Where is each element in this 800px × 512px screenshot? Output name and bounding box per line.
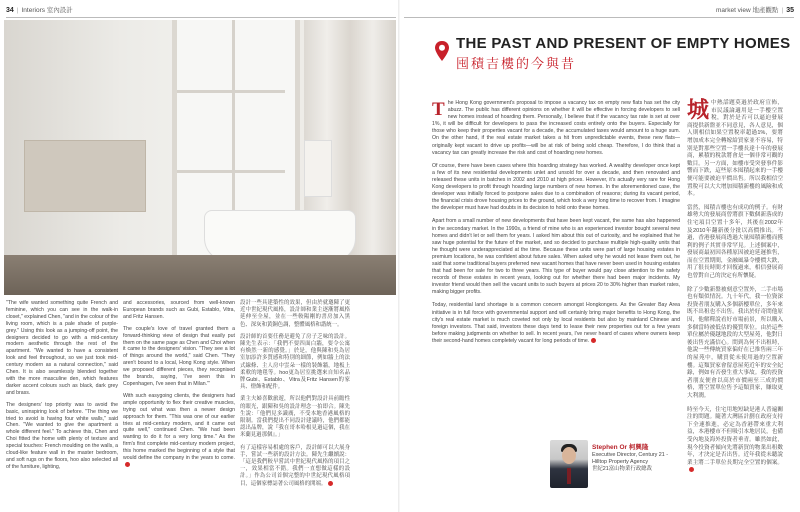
paragraph: 設計一些具建築性的效果，但由於就邀陳了更近中世紀現代風格，設計師和業主逐漸將風格延伸至全屋，並在一些較陽剛的書房加入黑色、深灰和黃銅色調，整體風格和諧統一。 bbox=[240, 300, 350, 328]
endmark-dot-icon bbox=[689, 467, 694, 472]
right-page-number: 35 bbox=[786, 7, 794, 14]
paragraph: 城中熱話題莫過於政府宣佈，市民議論適用是一手樓空置稅，對於是否可以逼迫發展商提供新盤並不同意見，各人意見，個人則相信如果空置稅率超過1%，要將增加成本完全轉嫁給買家並不容易，特別是對那些空置一手樓長達十年的發展商，累積的稅款將會是一個非常可觀的數目。另一方面，如樓市受突發事件影響而下跌，這些原本囤積起來的一手樓便可能要被迫平價出售。所以我相信空置稅可以大大增加囤積新樓的風險和成本。 bbox=[687, 97, 783, 198]
english-column bbox=[432, 100, 680, 351]
paragraph: 設計師的首要任務是避免了房子乏味的設計。陳先生表示：「我們不要四面白牆，要令公寓有煥然一新的感覺。」於是，他與陳和吳為居室加添許多質感和特別的細節，例如牆上的法式線條、主人房中雲朵一樣的裝飾牆，地板上柔軟的地毯等。hoo更為居室挑選來自知名品牌Gubi、Establo、Vitra及Fritz Hansen的家具、燈飾和配件。 bbox=[240, 333, 350, 391]
right-section-label: market view 地產觀點 bbox=[716, 7, 779, 14]
towel bbox=[304, 140, 332, 197]
article-title: THE PAST AND PRESENT OF EMPTY HOMES bbox=[456, 35, 791, 52]
left-column-1 bbox=[6, 300, 118, 476]
author-role: Executive Director, Century 21 - Hilltop Property Agency 世紀21富山物業行政總裁 bbox=[592, 452, 669, 472]
right-page bbox=[400, 0, 800, 512]
left-column-2 bbox=[123, 300, 235, 474]
paragraph: Of course, there have been cases where this hoarding strategy has worked. A wealthy developer once kept a few of its new residential developments unlet and unsold for over a decade, and then renovated and released these units in batches in 2002 and 2010 at high prices. However, it's actually very rare for Hong Kong developers to profit through hoarding large numbers of new homes. In the aforementioned case, the developer was initially forced to postpone sales due to a combination of reasons; during its vacant period, the financial crisis drove housing prices to the ground, which took a very long time to recover from. I imagine the developer must have had doubts in its decision to hold onto these homes. bbox=[432, 162, 680, 212]
right-running-head: market view 地產觀點 | 35 bbox=[716, 7, 794, 14]
left-column-3-chinese bbox=[240, 300, 350, 493]
endmark-dot-icon bbox=[591, 338, 596, 343]
paragraph: The designers' top priority was to avoid the basic, uninspiring look of before. "The thing we tried to avoid is having four white walls," said Chen. "We wanted to give the apartment a whole different feel." To achieve this, Chen and Choi fitted the home with plenty of texture and special touches: French moulding on the walls, a cloud-like feature wall in the master bedroom, and soft rugs on the floors, hoo also selected all of the furniture, lighting, bbox=[6, 401, 118, 470]
paragraph: and accessories, sourced from well-known European brands such as Gubi, Establo, Vitra, and Fritz Hansen. bbox=[123, 300, 235, 320]
paragraph: The couple's love of travel granted them a forward-thinking view of design that easily put them on the same page as Chen and Choi when it came to the designers' vision. "They see a lot of things around the world," said Chen. "They aren't bound to a local, Hong Kong style. When we proposed different pieces, they recognised the brands, saying, 'I've seen this in Copenhagen, I've seen that in Milan.'" bbox=[123, 325, 235, 387]
location-pin-icon bbox=[434, 40, 450, 62]
left-section-label: Interiors 室內設計 bbox=[21, 7, 73, 14]
paragraph: With such easygoing clients, the designers had ample opportunity to flex their creative muscles, trying out what was then a newer design approach for them. "This was one of our earlier tries at mid-century modern, and it came out quite well," continued Chen. "We had been wanting to do it for a very long time." As the firm's first complete mid-century modern project, this home marked the beginning of a style that would define the company in the years to come. bbox=[123, 393, 235, 469]
paragraph: 當然，囤積吉樓也有成功的例子。有財雄勢大的發展商曾將旗下數個新落成的住宅項目空置十多年，其後在2002年及2010年翻新後分批以高價推出。不過，香港發展商透過大量囤積新樓而獲利的例子其實非常罕見。上述個案中，發展商最初因各種原因被迫延遲推售，而在空置期間，金融風暴令樓價大跌，用了很長時間才回復過來，相信發展商也曾對自己的決定有所懷疑。 bbox=[687, 204, 783, 280]
author-portrait bbox=[550, 440, 588, 488]
right-header-rule bbox=[404, 17, 794, 18]
chinese-dropcap: 城 bbox=[687, 97, 710, 122]
paragraph: The Hong Kong government's proposal to impose a vacancy tax on empty new flats has set the city abuzz. The public has different opinions on whether it will be effective in forcing developers to sell new homes instead of hoarding them. Personally, I believe that if the vacancy tax rate is set at over 1%, it will be difficult for developers to pass the increased costs entirely onto the buyers. Especially for those who keep their properties vacant for a decade, the accumulated taxes would amount to a huge sum. On the other hand, if the real estate market takes a hit from unpredictable events, these new flats—originally kept vacant to drive up profits—will be at risk of being sold cheap. Therefore, I do think that a vacancy tax can greatly increase the risk and cost of hoarding new homes. bbox=[432, 99, 680, 156]
paragraph: Today, residential land shortage is a common concern amongst Hongkongers. As the Greater Bay Area initiative is in full force with governmental support and will certainly bring major benefits to Hong Kong, the city's real estate market is much coveted not only by local residents but also by mainland Chinese and foreign investors. That said, investors these days tend to lease their new properties out for a few years before making judgments on whether to sell. In recent years, I've never heard of cases where owners keep their second-hand homes completely vacant for long periods of time. bbox=[432, 302, 680, 344]
paragraph: 業主夫婦喜歡旅遊，所以他們對設計具前瞻性的眼光，跟陳和吳的設計理念一拍即合。陳先生說：「他們見多識廣，不受本地香港風格的限制。當我們提出不同設計建議時，他們都能認出品牌，說『我在哥本哈根見過這個，我在米蘭見過那個』。」 bbox=[240, 396, 350, 439]
endmark-dot-icon bbox=[125, 462, 130, 467]
author-name: Stephen Or 柯興隆 bbox=[592, 444, 649, 451]
dropcap: T bbox=[432, 99, 445, 120]
left-running-head: 34 | Interiors 室內設計 bbox=[6, 7, 73, 14]
floor bbox=[4, 255, 396, 295]
endmark-dot-icon bbox=[328, 481, 333, 486]
bathroom-photo bbox=[4, 20, 396, 295]
paragraph: 時至今天，住宅用地短缺是港人普遍關注的問題。隨著大灣區計劃在政府支持下全速推進，必定為香港帶來重大利益，本港樓市不但吸引本地居民，也備受內地及海外投資者垂青。雖然如此，現今投資者傾向先將新買的物業出租數年，才決定是否出售。近年我從未聽說業主將二手單位長期完全空置的個案。 bbox=[687, 407, 783, 475]
paragraph: "The wife wanted something quite French and feminine, which you can see in the walk-in closet," explained Chen, "and in the colour of the living room, which is a pale shade of purple-grey." Using this look as a jumping-off point, the designers decided to go with a mid-century modern aesthetic through the rest of the apartment. "We wanted to have a consistent look and feel throughout, so we just took mid-century modern as a natural connection," said Chen. It is also seamlessly blended together with the more masculine den, which features darker accent colours such as black, dark grey and brass. bbox=[6, 300, 118, 396]
left-page-number: 34 bbox=[6, 7, 14, 14]
paragraph: 除了少數新盤被刻意空置外，二手市場也有類似情況。九十年代，我一位資深投資者朋友購入多個新樓單位，多年來既不出租也不出售。我出於好奇問他原因，他解釋說看好市場前景，所以購入多個當時被低估的優質單位。由於這些單位屬於優越地段的大型屋苑，他對日後出售充滿信心。問到為何不出租時，他說一些傳統買家偏好在已推售兩三年的屋苑中，購買從未使用過的空置新樓。這類買家會留意屋苑近年的安全紀錄，例如有否發生重大事故。我的投資者朋友便會以高於市價兩至三成的價格，將空置單位售予這類買家，賺取更大利潤。 bbox=[687, 286, 783, 399]
article-subtitle: 囤積吉樓的今與昔 bbox=[456, 56, 577, 71]
left-header-rule bbox=[6, 17, 396, 18]
chinese-column bbox=[687, 97, 783, 481]
paragraph: 有了這樣容易相處的客戶，設計師可以大展身手，嘗試一些新的設計方法。陳先生繼續說：「這是我們較早嘗試中世紀現代風格的項目之一，效果相當不錯。我們一直想做這樣的設計。」作為公司首個完整的中世紀現代風格項目，這個家標誌著公司風格的開端。 bbox=[240, 444, 350, 487]
paragraph: Apart from a small number of new developments that have been kept vacant, the same has also happened in the secondary market. In the 1990s, a friend of mine who is an experienced investor bought several new homes and didn't let or sell them for years. I asked him about this out of curiosity, and he explained that he saw huge potential for the future of the market, and so decided to purchase multiple high-quality units that he thought were underappreciated at the time. Because these units were part of large housing estates in premium locations, he was confident about future sales. When asked why he would not lease them out, he said that some traditional buyers preferred new vacant homes that have never been used in housing estates that had been for sale for two to three years. This type of buyer would pay close attention to the safety records of these estates in recent years, looking out for whether there had been major incidents. My investor friend would then sell the vacant units to such buyers at prices 20 to 30% higher than market rates, making bigger profits. bbox=[432, 218, 680, 296]
